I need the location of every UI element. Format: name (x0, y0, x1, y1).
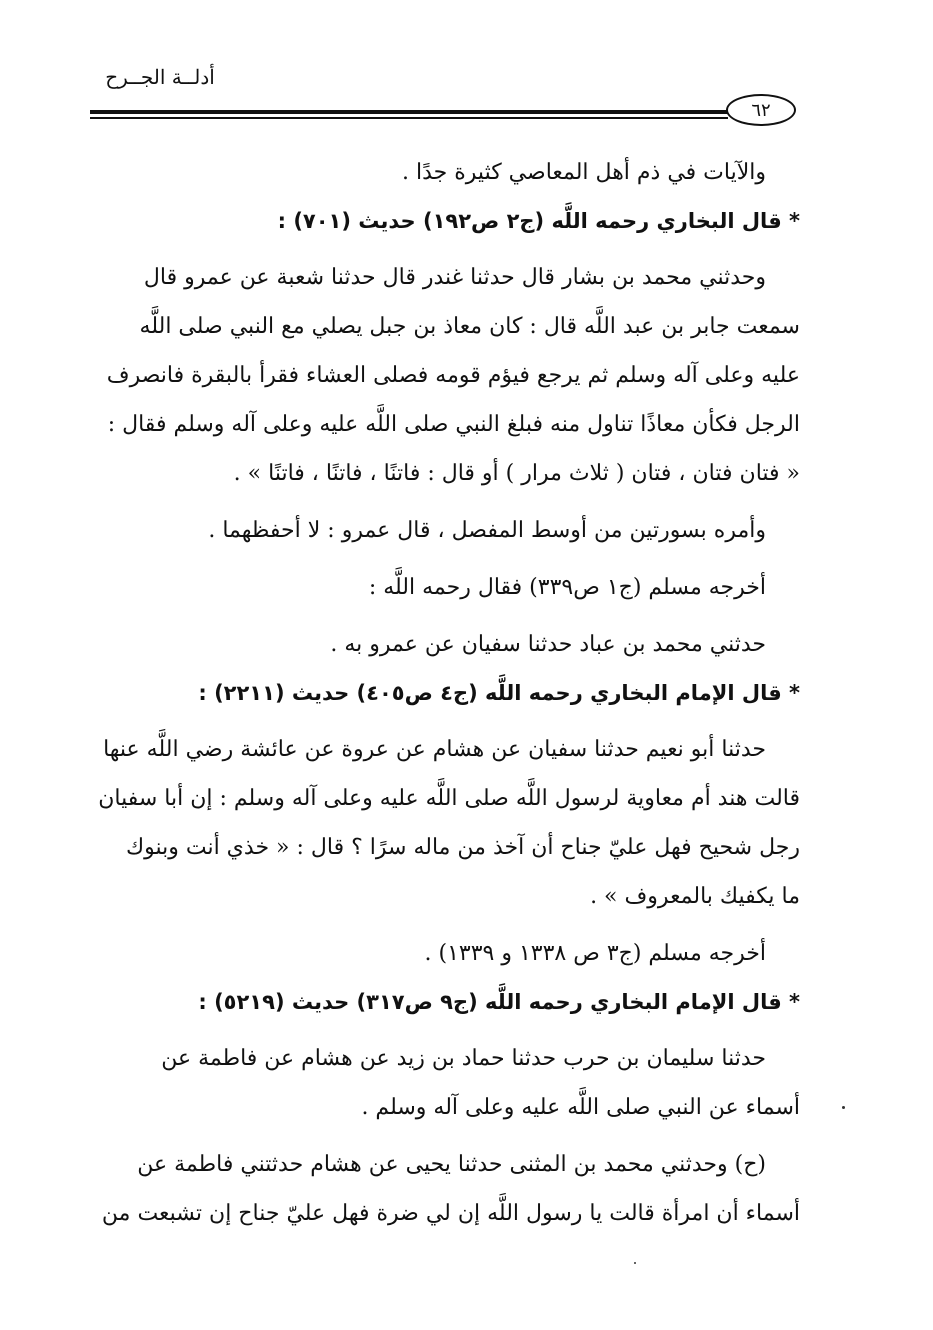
text-line: أسماء عن النبي صلى اللَّه عليه وعلى آله وسلم . (361, 1095, 800, 1120)
running-title: أدلــة الجــرح (105, 65, 215, 89)
text-line: وأمره بسورتين من أوسط المفصل ، قال عمرو : لا أحفظهما . (208, 518, 766, 543)
body-text (88, 148, 800, 1238)
text-line: رجل شحيح فهل عليّ جناح أن آخذ من ماله سرًا ؟ قال : « خذي أنت وبنوك (125, 835, 800, 860)
text-line: حدثنا سليمان بن حرب حدثنا حماد بن زيد عن هشام عن فاطمة عن (161, 1046, 766, 1071)
section-heading-1: * قال البخاري رحمه اللَّه (ج٢ ص١٩٢) حديث (٧٠١) : (277, 209, 800, 233)
text-line: الرجل فكأن معاذًا تناول منه فبلغ النبي صلى اللَّه عليه وعلى آله وسلم فقال : (107, 412, 800, 437)
text-line: (ح) وحدثني محمد بن المثنى حدثنا يحيى عن هشام حدثتني فاطمة عن (137, 1152, 766, 1177)
intro-line: والآيات في ذم أهل المعاصي كثيرة جدًا . (402, 160, 766, 185)
text-line: وحدثني محمد بن بشار قال حدثنا غندر قال حدثنا شعبة عن عمرو قال (143, 265, 766, 290)
page-number: ٦٢ (751, 99, 771, 121)
hadith-paragraph-3b (88, 1140, 800, 1238)
section-heading-3: * قال الإمام البخاري رحمه اللَّه (ج٩ ص٣١٧) حديث (٥٢١٩) : (198, 990, 800, 1014)
section-heading-2: * قال الإمام البخاري رحمه اللَّه (ج٤ ص٤٠٥) حديث (٢٢١١) : (198, 681, 800, 705)
text-line: « فتان فتان ، فتان ( ثلاث مرار ) أو قال : فاتنًا ، فاتنًا ، فاتنًا » . (233, 461, 800, 486)
text-line: سمعت جابر بن عبد اللَّه قال : كان معاذ بن جبل يصلي مع النبي صلى اللَّه (139, 314, 800, 339)
header-rule-thick (90, 110, 728, 114)
hadith-paragraph-3a (88, 1034, 800, 1132)
takhrij-line: أخرجه مسلم (ج٣ ص ١٣٣٨ و ١٣٣٩) . (424, 941, 766, 966)
hadith-paragraph-1 (88, 253, 800, 498)
text-line: حدثنا أبو نعيم حدثنا سفيان عن هشام عن عروة عن عائشة رضي اللَّه عنها (103, 737, 766, 762)
page-number-badge (726, 94, 796, 126)
text-line: ما يكفيك بالمعروف » . (590, 884, 800, 909)
scan-speck (634, 1262, 636, 1264)
text-line: حدثني محمد بن عباد حدثنا سفيان عن عمرو به . (330, 632, 766, 657)
text-line: أسماء أن امرأة قالت يا رسول اللَّه إن لي ضرة فهل عليّ جناح إن تشبعت من (101, 1201, 800, 1226)
takhrij-line: أخرجه مسلم (ج١ ص٣٣٩) فقال رحمه اللَّه : (368, 575, 766, 600)
header-rule-thin (90, 117, 728, 119)
text-line: قالت هند أم معاوية لرسول اللَّه صلى اللَّه عليه وعلى آله وسلم : إن أبا سفيان (98, 786, 800, 811)
hadith-paragraph-2 (88, 725, 800, 921)
scan-speck (842, 1106, 845, 1109)
text-line: عليه وعلى آله وسلم ثم يرجع فيؤم قومه فصلى العشاء فقرأ بالبقرة فانصرف (106, 363, 800, 388)
